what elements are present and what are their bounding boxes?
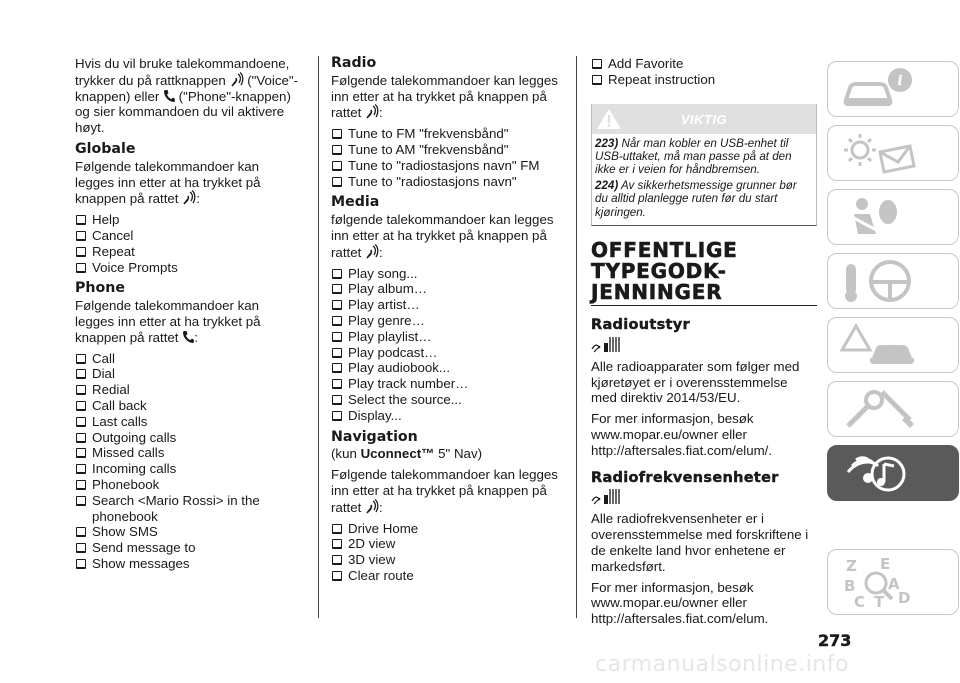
section-title: OFFENTLIGE TYPEGODK-JENNINGER — [591, 240, 817, 306]
media-text: følgende talekommandoer kan legges inn etter at ha trykket på knappen på rattet : — [331, 212, 554, 260]
global-commands-list — [75, 212, 301, 275]
index-letters-icon — [840, 554, 920, 610]
list-item: Outgoing calls — [75, 430, 301, 446]
list-item: Display... — [331, 408, 561, 424]
radioutstyr-heading: Radioutstyr — [591, 317, 690, 334]
list-item: Select the source... — [331, 392, 561, 408]
tab-service[interactable] — [827, 381, 959, 437]
list-item: Add Favorite — [591, 56, 817, 72]
list-item: Incoming calls — [75, 461, 301, 477]
svg-text:B: B — [844, 577, 856, 595]
radio-text: Følgende talekommandoer kan legges inn etter at ha trykket på knappen på rattet : — [331, 72, 558, 121]
list-item: Repeat instruction — [591, 72, 817, 88]
warning-title: VIKTIG — [680, 111, 728, 127]
list-item: Repeat — [75, 244, 301, 260]
car-info-icon — [840, 66, 920, 112]
phone-text: Følgende talekommandoer kan legges inn etter at ha trykket på knappen på rattet : — [75, 298, 261, 345]
svg-text:C: C — [854, 593, 866, 610]
list-item: Missed calls — [75, 445, 301, 461]
list-item: 2D view — [331, 536, 561, 552]
tab-multimedia[interactable] — [827, 445, 959, 501]
steering-wheel-key-icon — [840, 258, 920, 304]
list-item: Call back — [75, 398, 301, 414]
list-item: Play artist… — [331, 297, 561, 313]
warning-body — [592, 134, 816, 225]
list-item: Play podcast… — [331, 345, 561, 361]
multimedia-icon — [840, 450, 920, 496]
media-heading: Media — [331, 194, 380, 211]
svg-text:D: D — [898, 589, 911, 607]
dashboard-lights-icon — [840, 130, 920, 176]
watermark: carmanualsonline.info — [595, 652, 849, 677]
radio-commands-list — [331, 126, 561, 189]
list-item: Help — [75, 212, 301, 228]
list-item: Send message to — [75, 540, 301, 556]
tab-starting-driving[interactable] — [827, 253, 959, 309]
voice-button-icon — [365, 244, 379, 260]
list-item: 3D view — [331, 552, 561, 568]
radio-certification-icon — [591, 336, 621, 354]
list-item: Voice Prompts — [75, 260, 301, 276]
list-item: Drive Home — [331, 521, 561, 537]
list-item: Tune to AM "frekvensbånd" — [331, 142, 561, 158]
tab-index[interactable] — [827, 549, 959, 615]
global-heading: Globale — [75, 140, 136, 157]
list-item: Tune to "radiostasjons navn" FM — [331, 158, 561, 174]
intro-paragraph — [75, 56, 301, 136]
list-item: Tune to "radiostasjons navn" — [331, 174, 561, 190]
phone-heading: Phone — [75, 280, 125, 297]
intro-text-2: ("Voice"-knappen) eller — [75, 72, 299, 104]
phone-commands-list — [75, 351, 301, 572]
radiofrekvens-heading: Radiofrekvensenheter — [591, 469, 779, 486]
page-number: 273 — [818, 631, 852, 650]
tab-emergency[interactable] — [827, 317, 959, 373]
list-item: Clear route — [331, 568, 561, 584]
list-item: Play audiobook... — [331, 360, 561, 376]
list-item: Search <Mario Rossi> in the phonebook — [75, 493, 301, 525]
intro-text-3: ("Phone"-knappen) og sier kommandoen du vil aktivere høyt. — [75, 88, 291, 136]
list-item: Play song... — [331, 266, 561, 282]
tab-safety[interactable] — [827, 189, 959, 245]
phone-button-icon — [182, 330, 194, 344]
warning-box — [591, 104, 817, 226]
svg-text:Z: Z — [846, 557, 857, 575]
list-item: Show messages — [75, 556, 301, 572]
column-2 — [331, 56, 561, 590]
svg-text:A: A — [888, 575, 900, 593]
warning-car-icon — [840, 322, 920, 368]
column-1 — [75, 56, 301, 578]
tab-car-info[interactable] — [827, 61, 959, 117]
list-item: Play track number… — [331, 376, 561, 392]
column-divider — [318, 56, 319, 618]
svg-text:i: i — [897, 73, 903, 89]
navigation-heading: Navigation — [331, 428, 418, 445]
radiofrekvens-text-1: Alle radiofrekvensenheter er i overensstemmelse med forskriftene i de enkelte land hvor enhetene er markedsført. — [591, 511, 809, 574]
list-item: Cancel — [75, 228, 301, 244]
voice-button-icon — [365, 104, 379, 120]
voice-button-icon — [182, 190, 196, 206]
svg-text:E: E — [880, 555, 891, 573]
list-item: Redial — [75, 382, 301, 398]
airbag-safety-icon — [840, 194, 920, 240]
warning-note: 223) Når man kobler en USB-enhet til USB-uttaket, må man passe på at den ikke er i veien for håndbremsen. — [595, 136, 792, 177]
radio-certification-icon — [591, 488, 621, 506]
voice-button-icon — [365, 499, 379, 515]
navigation-commands-list — [331, 521, 561, 584]
phone-button-icon — [163, 89, 175, 103]
list-item: Phonebook — [75, 477, 301, 493]
media-commands-list — [331, 266, 561, 424]
voice-button-icon — [230, 72, 244, 88]
list-item: Dial — [75, 366, 301, 382]
navigation-subtitle: (kun Uconnect™ 5" Nav) — [331, 446, 483, 462]
column-divider — [576, 56, 577, 618]
list-item: Last calls — [75, 414, 301, 430]
column-3 — [591, 56, 817, 632]
list-item: Play album… — [331, 281, 561, 297]
tab-dashboard-lights[interactable] — [827, 125, 959, 181]
navigation-text: Følgende talekommandoer kan legges inn etter at ha trykket på knappen på rattet : — [331, 467, 558, 515]
radio-heading: Radio — [331, 55, 377, 71]
list-item: Show SMS — [75, 524, 301, 540]
service-tools-icon — [840, 386, 920, 432]
warning-note: 224) Av sikkerhetsmessige grunner bør du alltid planlegge ruten før du start kjøringen. — [595, 178, 797, 219]
radioutstyr-text-2: For mer informasjon, besøk www.mopar.eu/owner eller http://aftersales.fiat.com/elum/. — [591, 411, 773, 458]
radioutstyr-text-1: Alle radioapparater som følger med kjøretøyet er i overensstemmelse med direktiv 2014/53/EU. — [591, 358, 800, 406]
list-item: Play genre… — [331, 313, 561, 329]
global-text: Følgende talekommandoer kan legges inn etter at ha trykket på knappen på rattet : — [75, 158, 261, 207]
intro-text: Hvis du vil bruke talekommandoene, trykker du på rattknappen — [75, 56, 290, 88]
list-item: Tune to FM "frekvensbånd" — [331, 126, 561, 142]
list-item: Play playlist… — [331, 329, 561, 345]
list-item: Call — [75, 351, 301, 367]
warning-header — [592, 104, 816, 134]
navigation-commands-continued — [591, 56, 817, 88]
svg-text:T: T — [874, 593, 885, 610]
radiofrekvens-text-2: For mer informasjon, besøk www.mopar.eu/owner eller http://aftersales.fiat.com/elum. — [591, 579, 769, 627]
